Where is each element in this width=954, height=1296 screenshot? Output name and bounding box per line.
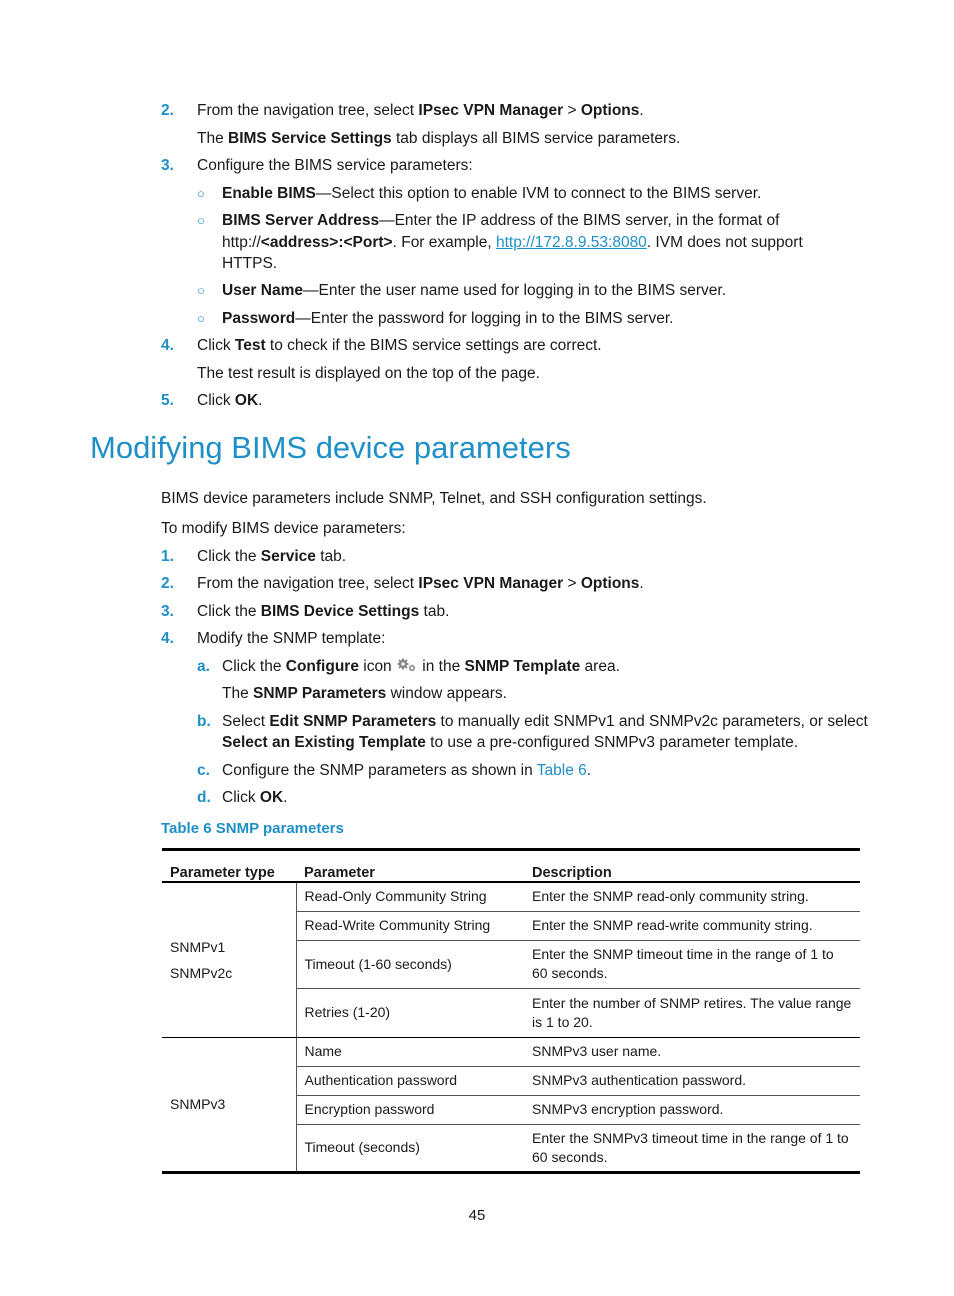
page-number: 45	[468, 1207, 486, 1224]
description-cell: SNMPv3 encryption password.	[524, 1095, 860, 1124]
substep-letter: c.	[197, 762, 210, 779]
substep-letter: b.	[197, 713, 211, 730]
step-number: 5.	[161, 392, 174, 409]
description-cell: SNMPv3 user name.	[524, 1037, 860, 1066]
parameter-type-label: SNMPv2c	[170, 964, 233, 981]
bullet-icon: ○	[197, 283, 205, 298]
step-note: The BIMS Service Settings tab displays all BIMS service parameters.	[197, 130, 681, 147]
parameter-cell: Timeout (1-60 seconds)	[296, 940, 524, 988]
step-text: Modify the SNMP template:	[197, 630, 386, 647]
table-caption: Table 6 SNMP parameters	[161, 820, 344, 837]
column-header: Parameter	[296, 850, 524, 883]
bullet-item: BIMS Server Address—Enter the IP address of the BIMS server, in the format of	[222, 212, 780, 229]
parameter-cell: Read-Write Community String	[296, 911, 524, 940]
step-text: Click Test to check if the BIMS service settings are correct.	[197, 337, 602, 354]
parameter-type-label: SNMPv1	[170, 938, 226, 955]
bullet-icon: ○	[197, 311, 205, 326]
step-text: Click the Service tab.	[197, 548, 347, 565]
step-text: From the navigation tree, select IPsec VPN Manager > Options.	[197, 102, 644, 119]
parameter-cell: Authentication password	[296, 1066, 524, 1095]
substep-text: Configure the SNMP parameters as shown in Table 6.	[222, 762, 592, 779]
description-cell: Enter the SNMP read-write community string.	[524, 911, 860, 940]
substep-text: Click OK.	[222, 789, 288, 806]
step-number: 3.	[161, 157, 174, 174]
section-title: Modifying BIMS device parameters	[90, 430, 571, 465]
table-header-row	[162, 850, 860, 883]
bullet-item-continued: HTTPS.	[222, 255, 278, 272]
substep-letter: a.	[197, 658, 210, 675]
parameter-cell: Encryption password	[296, 1095, 524, 1124]
step-text: Click the BIMS Device Settings tab.	[197, 603, 450, 620]
substep-note: The SNMP Parameters window appears.	[222, 685, 507, 702]
bullet-item: Password—Enter the password for logging in to the BIMS server.	[222, 310, 674, 327]
step-number: 1.	[161, 548, 174, 565]
table-reference-link[interactable]: Table 6	[536, 762, 587, 779]
table-row	[162, 1037, 860, 1066]
step-number: 2.	[161, 575, 174, 592]
substep-text-continued: Select an Existing Template to use a pre-configured SNMPv3 parameter template.	[222, 734, 799, 751]
parameter-type-cell	[162, 882, 296, 1037]
parameter-cell: Retries (1-20)	[296, 988, 524, 1037]
substep-letter: d.	[197, 789, 211, 806]
step-number: 4.	[161, 337, 174, 354]
description-cell: SNMPv3 authentication password.	[524, 1066, 860, 1095]
table-row	[162, 882, 860, 911]
step-number: 2.	[161, 102, 174, 119]
bullet-icon: ○	[197, 213, 205, 228]
substep-text: Select Edit SNMP Parameters to manually edit SNMPv1 and SNMPv2c parameters, or select	[222, 713, 868, 730]
parameter-type-cell: SNMPv3	[162, 1037, 296, 1172]
bullet-item: Enable BIMS—Select this option to enable IVM to connect to the BIMS server.	[222, 185, 762, 202]
description-cell: Enter the SNMPv3 timeout time in the range of 1 to 60 seconds.	[532, 1129, 849, 1165]
step-number: 4.	[161, 630, 174, 647]
step-note: The test result is displayed on the top of the page.	[197, 365, 540, 382]
section-lead: To modify BIMS device parameters:	[161, 520, 406, 537]
section-intro: BIMS device parameters include SNMP, Telnet, and SSH configuration settings.	[161, 490, 707, 507]
description-cell: Enter the SNMP read-only community string.	[524, 882, 860, 911]
parameter-cell: Read-Only Community String	[296, 882, 524, 911]
bullet-item-continued: http://<address>:<Port>. For example, http://172.8.9.53:8080. IVM does not support	[222, 234, 803, 251]
step-text: Configure the BIMS service parameters:	[197, 157, 473, 174]
configure-gear-icon	[396, 658, 418, 679]
example-url-link[interactable]: http://172.8.9.53:8080	[495, 234, 647, 251]
parameter-cell: Timeout (seconds)	[304, 1139, 420, 1155]
column-header: Description	[524, 850, 860, 883]
description-cell: Enter the SNMP timeout time in the range of 1 to 60 seconds.	[524, 940, 860, 988]
step-text: From the navigation tree, select IPsec VPN Manager > Options.	[197, 575, 644, 592]
column-header: Parameter type	[162, 850, 296, 883]
parameter-cell: Name	[296, 1037, 524, 1066]
bullet-icon: ○	[197, 186, 205, 201]
bullet-item: User Name—Enter the user name used for logging in to the BIMS server.	[222, 282, 727, 299]
substep-text: Click the Configure icon in the SNMP Template area.	[222, 656, 620, 679]
description-cell: Enter the number of SNMP retires. The value range is 1 to 20.	[524, 988, 860, 1037]
step-number: 3.	[161, 603, 174, 620]
step-text: Click OK.	[197, 392, 263, 409]
snmp-parameters-table	[162, 848, 860, 1174]
